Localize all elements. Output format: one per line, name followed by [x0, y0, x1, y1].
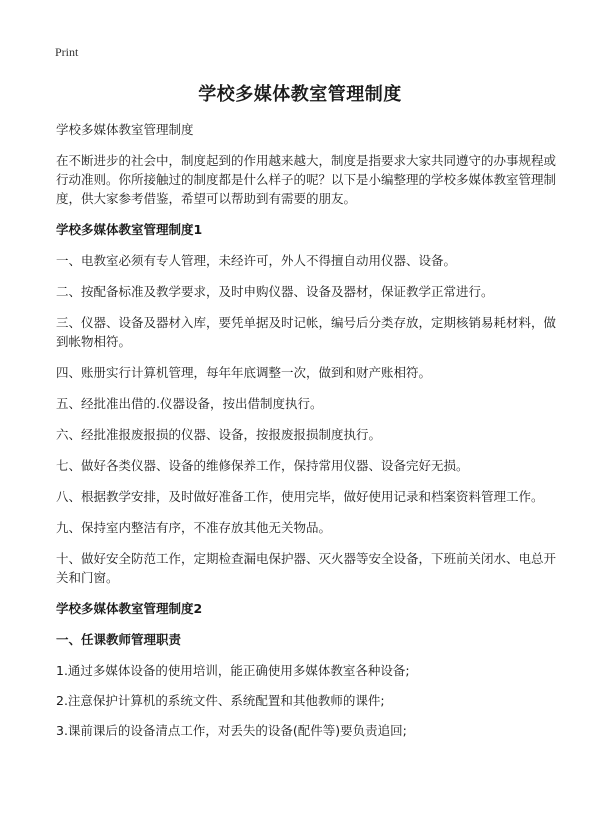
- section-1-list: [56, 251, 556, 587]
- section-1-heading: 学校多媒体教室管理制度1: [56, 222, 203, 237]
- section-2-subheading: 一、任课教师管理职责: [56, 632, 182, 647]
- list-item: 二、按配备标准及教学要求，及时申购仪器、设备及器材，保证教学正常进行。: [56, 284, 494, 299]
- list-item: 九、保持室内整洁有序，不准存放其他无关物品。: [56, 520, 332, 535]
- intro-paragraph: 在不断进步的社会中，制度起到的作用越来越大，制度是指要求大家共同遵守的办事规程或行动准则。你所接触过的制度都是什么样子的呢？以下是小编整理的学校多媒体教室管理制度，供大家参考借鉴，希望可以帮助到有需要的朋友。: [56, 153, 557, 206]
- document-body: [56, 120, 556, 751]
- list-item: 1.通过多媒体设备的使用培训，能正确使用多媒体教室各种设备;: [56, 663, 410, 678]
- page-title: 学校多媒体教室管理制度: [198, 84, 402, 105]
- list-item: 六、经批准报废报损的仪器、设备，按报废报损制度执行。: [56, 427, 382, 442]
- list-item: 十、做好安全防范工作，定期检查漏电保护器、灭火器等安全设备，下班前关闭水、电总开关和门窗。: [56, 551, 557, 585]
- list-item: 七、做好各类仪器、设备的维修保养工作，保持常用仪器、设备完好无损。: [56, 458, 469, 473]
- list-item: 3.课前课后的设备清点工作，对丢失的设备(配件等)要负责追回;: [56, 723, 407, 738]
- section-2-heading: 学校多媒体教室管理制度2: [56, 601, 203, 616]
- list-item: 2.注意保护计算机的系统文件、系统配置和其他教师的课件;: [56, 693, 385, 708]
- list-item: 四、账册实行计算机管理，每年年底调整一次，做到和财产账相符。: [56, 365, 432, 380]
- section-2-list: [56, 661, 556, 740]
- list-item: 八、根据教学安排，及时做好准备工作，使用完毕，做好使用记录和档案资料管理工作。: [56, 489, 544, 504]
- list-item: 三、仪器、设备及器材入库，要凭单据及时记帐，编号后分类存放，定期核销易耗材料，做到帐物相符。: [56, 315, 557, 349]
- list-item: 五、经批准出借的.仪器设备，按出借制度执行。: [56, 396, 323, 411]
- list-item: 一、电教室必须有专人管理，未经许可，外人不得擅自动用仪器、设备。: [56, 253, 457, 268]
- print-label[interactable]: Print: [55, 45, 79, 59]
- document-subtitle: 学校多媒体教室管理制度: [56, 122, 194, 137]
